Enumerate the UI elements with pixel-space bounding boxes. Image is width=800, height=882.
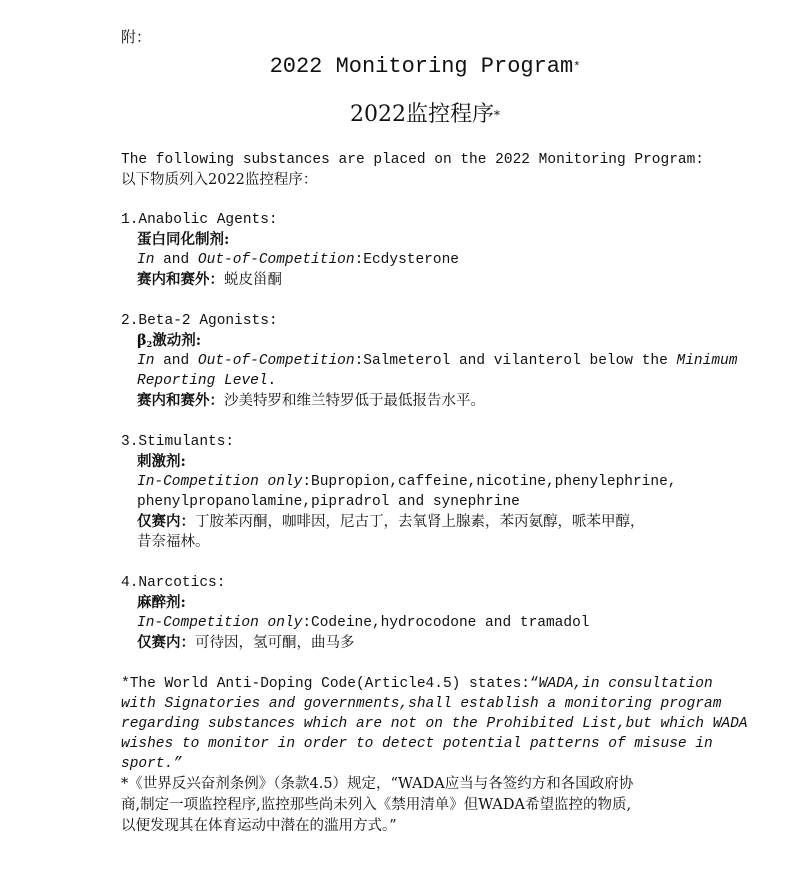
section-heading-chinese: 刺激剂: xyxy=(137,453,186,470)
section-heading-chinese: 麻醉剂: xyxy=(137,594,186,611)
section-english-text: In and Out-of-Competition:Salmeterol and vilanterol below the Minimum xyxy=(137,353,738,369)
footnote-english-line: with Signatories and governments,shall establish a monitoring program xyxy=(121,696,722,712)
footnote-english-line: regarding substances which are not on the Prohibited List,but which WADA xyxy=(121,716,748,732)
section-heading: 4.Narcotics: xyxy=(121,575,226,591)
intro-chinese: 以下物质列入2022监控程序： xyxy=(121,172,318,188)
title-chinese: 2022监控程序* xyxy=(350,102,500,127)
footnote-chinese-line: 商,制定一项监控程序,监控那些尚未列入《禁用清单》但WADA希望监控的物质, xyxy=(121,797,632,813)
section-english-text: In-Competition only:Bupropion,caffeine,nicotine,phenylephrine, xyxy=(137,474,677,490)
footnote-english: *The World Anti-Doping Code(Article4.5) states:“WADA,in consultation xyxy=(121,676,713,692)
section-heading: 1.Anabolic Agents: xyxy=(121,212,278,228)
footnote-chinese: *《世界反兴奋剂条例》（条款4.5）规定，“WADA应当与各签约方和各国政府协 xyxy=(121,776,634,792)
footnote-english-line: sport.” xyxy=(121,756,182,772)
title-english: 2022 Monitoring Program* xyxy=(269,54,581,79)
section-heading-chinese: β2激动剂: xyxy=(137,332,202,349)
section-chinese-text: 赛内和赛外：沙美特罗和维兰特罗低于最低报告水平。 xyxy=(137,392,485,409)
section-chinese-text: 仅赛内：可待因，氢可酮，曲马多 xyxy=(137,634,355,651)
section-heading: 3.Stimulants: xyxy=(121,434,235,450)
section-heading-chinese: 蛋白同化制剂: xyxy=(137,231,230,248)
section-english-text: In-Competition only:Codeine,hydrocodone and tramadol xyxy=(137,615,590,631)
section-english-text-cont: phenylpropanolamine,pipradrol and synephrine xyxy=(137,494,520,510)
footnote-english-line: wishes to monitor in order to detect potential patterns of misuse in xyxy=(121,736,713,752)
attachment-label: 附： xyxy=(121,28,152,46)
section-chinese-text: 赛内和赛外：蜕皮甾酮 xyxy=(137,271,282,288)
section-english-text: In and Out-of-Competition:Ecdysterone xyxy=(137,252,459,268)
footnote-chinese-line: 以便发现其在体育运动中潜在的滥用方式。” xyxy=(121,818,397,834)
section-english-text-cont: Reporting Level. xyxy=(137,373,277,389)
section-chinese-text: 仅赛内：丁胺苯丙酮，咖啡因，尼古丁，去氧肾上腺素，苯丙氨醇，哌苯甲醇， xyxy=(137,513,645,530)
intro-english: The following substances are placed on the 2022 Monitoring Program: xyxy=(121,152,704,168)
section-heading: 2.Beta-2 Agonists: xyxy=(121,313,278,329)
section-chinese-text-cont: 昔奈福林。 xyxy=(137,534,210,550)
